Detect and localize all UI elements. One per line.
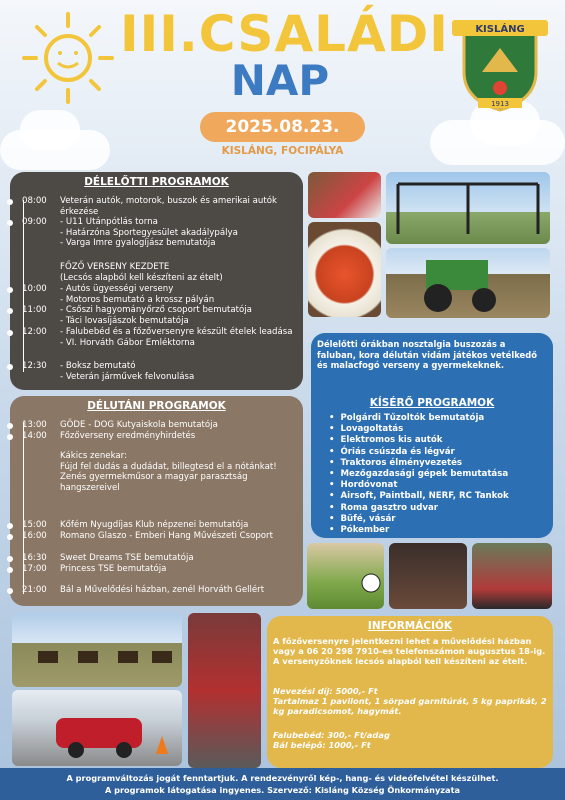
schedule-description: - Falubebéd és a főzőversenyre készült ételek leadása - VI. Horváth Gábor Emléktorna (60, 327, 293, 348)
info-prices: Falubebéd: 300,- Ft/adag Bál belépő: 1000,- Ft (273, 730, 390, 751)
timeline-dot (7, 199, 13, 205)
schedule-description: Romano Glaszo - Emberi Hang Művészeti Csoport (60, 531, 273, 541)
timeline-dot (7, 556, 13, 562)
side-program-item: • Hordóvonat (329, 480, 547, 491)
crest-name: KISLÁNG (475, 24, 525, 35)
tractor-photo (386, 248, 550, 318)
obstacle-course-photo (386, 172, 550, 244)
schedule-description: Veterán autók, motorok, buszok és amerikai autók érkezése (60, 196, 277, 217)
event-venue: KISLÁNG, FOCIPÁLYA (221, 145, 344, 157)
schedule-time: 11:00 (22, 305, 47, 315)
event-date: 2025.08.23. (200, 112, 365, 142)
schedule-description: Főzőverseny eredményhirdetés (60, 431, 196, 441)
schedule-description: - U11 Utánpótlás torna - Határzóna Sportegyesület akadálypálya - Varga Imre gyalogíjász bemutatója (60, 217, 238, 249)
side-program-item: • Büfé, vásár (329, 514, 547, 525)
timeline-dot (7, 534, 13, 540)
kislang-crest-logo (452, 12, 548, 112)
schedule-description: Sweet Dreams TSE bemutatója (60, 553, 194, 563)
schedule-time: 12:30 (22, 361, 47, 371)
football-photo (307, 543, 384, 609)
side-program-item: • Traktoros élményvezetés (329, 458, 547, 469)
side-intro: Délelőtti órákban nosztalgia buszozás a faluban, kora délután vidám játékos vetélkedő és malacfogó verseny a gyermekeknek. (317, 339, 537, 371)
side-program-item: • Mezőgazdasági gépek bemutatása (329, 469, 547, 480)
schedule-description: FŐZŐ VERSENY KEZDETE (Lecsós alapból kell készíteni az ételt) (60, 262, 223, 283)
dancers-photo (472, 543, 552, 609)
schedule-description: Princess TSE bemutatója (60, 564, 167, 574)
schedule-time: 13:00 (22, 420, 47, 430)
schedule-description: Bál a Művelődési házban, zenél Horváth Gellért (60, 585, 265, 595)
timeline-dot (7, 308, 13, 314)
info-registration: A főzőversenyre jelentkezni lehet a művelődési házban vagy a 06 20 298 7910-es telefonszámon augusztus 18-ig. A versenyzőknek lecsós alapból kell készíteni az ételt. (273, 636, 546, 667)
horse-riders-photo (12, 613, 182, 687)
schedule-time: 12:00 (22, 327, 47, 337)
title-line1: III.CSALÁDI (120, 5, 449, 63)
info-entry-fee: Nevezési díj: 5000,- Ft Tartalmaz 1 pavilont, 1 sörpad garnitúrát, 5 kg paprikát, 2 kg paradicsomot, hagymát. (273, 686, 547, 717)
side-program-item: • Lovagoltatás (329, 424, 547, 435)
schedule-description: Kákics zenekar: Fújd fel dudás a dudádat, billegtesd el a nótánkat! Zenés gyermekműsor a magyar parasztság hangszereivel (60, 451, 277, 493)
side-program-item: • Roma gasztro udvar (329, 503, 547, 514)
timeline-dot (7, 287, 13, 293)
food-photo (308, 172, 381, 218)
timeline-dot (7, 423, 13, 429)
schedule-time: 16:30 (22, 553, 47, 563)
footer-line2: A programok látogatása ingyenes. Szervező: Kisláng Község Önkormányzata (104, 785, 461, 795)
schedule-time: 17:00 (22, 564, 47, 574)
timeline-dot (7, 364, 13, 370)
crest-year: 1913 (491, 100, 509, 108)
timeline-dot (7, 434, 13, 440)
timeline-dot (7, 523, 13, 529)
information-panel (267, 616, 553, 768)
afternoon-programs-panel (10, 396, 303, 606)
schedule-description: GÖDE - DOG Kutyaiskola bemutatója (60, 420, 218, 430)
side-program-item: • Airsoft, Paintball, NERF, RC Tankok (329, 491, 547, 502)
schedule-time: 21:00 (22, 585, 47, 595)
schedule-time: 09:00 (22, 217, 47, 227)
schedule-time: 16:00 (22, 531, 47, 541)
vintage-car-photo (188, 613, 261, 768)
schedule-description: - Autós ügyességi verseny - Motoros bemutató a krossz pályán (60, 284, 215, 305)
side-program-item: • Óriás csúszda és légvár (329, 447, 547, 458)
schedule-time: 14:00 (22, 431, 47, 441)
side-heading: KÍSÉRŐ PROGRAMOK (369, 397, 495, 409)
schedule-description: - Csőszi hagyományőrző csoport bemutatója - Táci lovasíjászok bemutatója (60, 305, 252, 326)
schedule-time: 15:00 (22, 520, 47, 530)
side-program-list (329, 413, 547, 536)
timeline-dot (7, 588, 13, 594)
cloud (20, 110, 80, 150)
timeline-dot (7, 567, 13, 573)
side-program-item: • Polgárdi Tűzoltók bemutatója (329, 413, 547, 424)
side-program-item: • Pókember (329, 525, 547, 536)
side-program-item: • Elektromos kis autók (329, 435, 547, 446)
footer (0, 768, 565, 800)
title-line2: NAP (230, 56, 330, 105)
footer-line1: A programváltozás jogát fenntartjuk. A rendezvényről kép-, hang- és videófelvétel készülhet. (66, 773, 499, 783)
sun-icon (18, 8, 118, 108)
morning-heading: DÉLELŐTTI PROGRAMOK (84, 176, 229, 188)
timeline-dot (7, 330, 13, 336)
schedule-time: 08:00 (22, 196, 47, 206)
schedule-description: - Boksz bemutató - Veterán járművek felvonulása (60, 361, 195, 382)
info-heading: INFORMÁCIÓK (367, 620, 453, 632)
rally-car-photo (12, 690, 182, 766)
afternoon-heading: DÉLUTÁNI PROGRAMOK (87, 400, 226, 412)
timeline-dot (7, 220, 13, 226)
musician-photo (389, 543, 467, 609)
schedule-description: Kőfém Nyugdíjas Klub népzenei bemutatója (60, 520, 249, 530)
schedule-time: 10:00 (22, 284, 47, 294)
lecso-dish-photo (308, 222, 381, 317)
accompanying-programs-panel (311, 333, 553, 538)
morning-programs-panel (10, 172, 303, 390)
